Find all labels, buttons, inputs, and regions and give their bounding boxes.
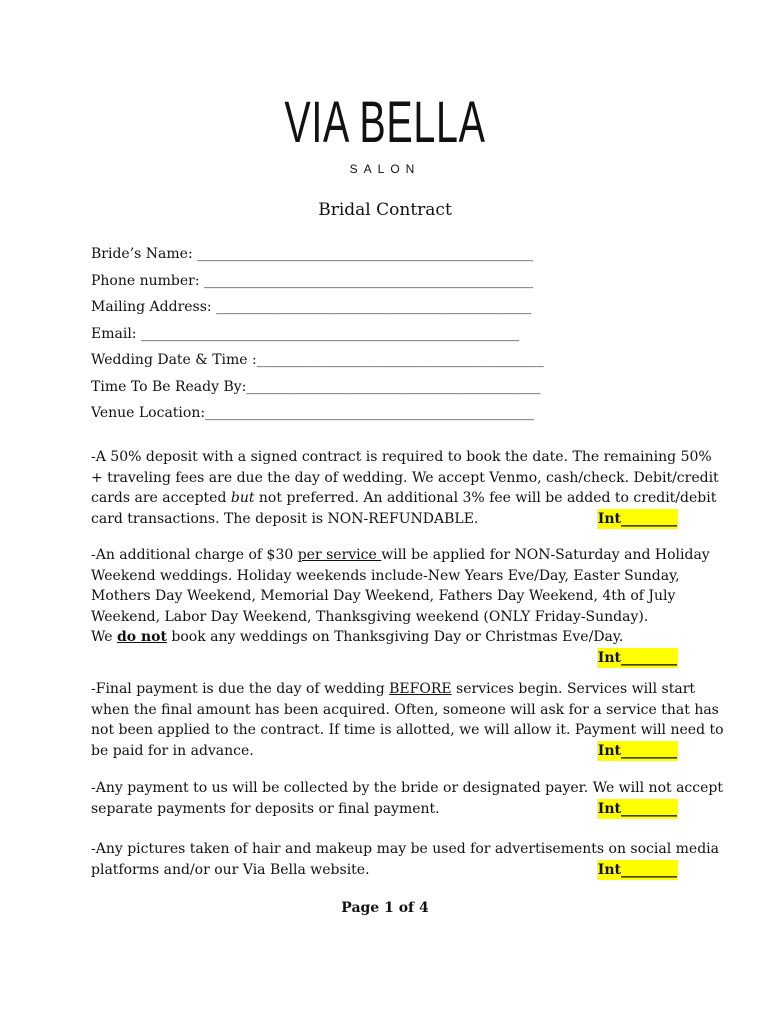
initials-field[interactable]: Int________ bbox=[597, 860, 678, 881]
field-wedding-date-time[interactable]: Wedding Date & Time :_________________________________________ bbox=[91, 352, 544, 368]
field-time-ready[interactable]: Time To Be Ready By:__________________________________________ bbox=[91, 378, 541, 395]
text-line: -Any pictures taken of hair and makeup may be used for advertisements on social media bbox=[91, 841, 719, 857]
text-line: platforms and/or our Via Bella website. Int________ bbox=[91, 860, 678, 881]
text-line: card transactions. The deposit is NON-REFUNDABLE. Int________ bbox=[91, 509, 678, 530]
underlined-text: BEFORE bbox=[389, 681, 452, 697]
text-line: + traveling fees are due the day of wedding. We accept Venmo, cash/check. Debit/credit bbox=[91, 469, 719, 486]
text-line: Weekend, Labor Day Weekend, Thanksgiving weekend (ONLY Friday-Sunday). bbox=[91, 608, 649, 625]
logo-wordmark: VIA BELLA bbox=[284, 90, 486, 155]
final-payment-clause bbox=[91, 679, 724, 761]
field-mailing-address[interactable]: Mailing Address: _____________________________________________ bbox=[91, 299, 532, 315]
initials-field[interactable]: Int________ bbox=[597, 509, 678, 530]
initials-field[interactable]: Int________ bbox=[597, 648, 678, 669]
text-line: be paid for in advance. Int________ bbox=[91, 741, 678, 762]
text-line: separate payments for deposits or final payment. Int________ bbox=[91, 799, 678, 820]
contact-fields bbox=[91, 244, 676, 430]
payment-collection-clause bbox=[91, 778, 723, 819]
bold-underlined-text: do not bbox=[116, 629, 167, 645]
deposit-clause bbox=[91, 447, 719, 529]
text-line: -A 50% deposit with a signed contract is required to book the date. The remaining 50% bbox=[91, 449, 712, 465]
text-line: when the final amount has been acquired. Often, someone will ask for a service that has bbox=[91, 701, 719, 718]
field-brides-name[interactable]: Bride’s Name: ________________________________________________ bbox=[91, 246, 534, 262]
text-line: not been applied to the contract. If time is allotted, we will allow it. Payment will need to bbox=[91, 722, 724, 738]
text-line: -Final payment is due the day of wedding BEFORE services begin. Services will start bbox=[91, 681, 696, 697]
text-line: Mothers Day Weekend, Memorial Day Weekend, Fathers Day Weekend, 4th of July bbox=[91, 588, 676, 604]
text-line: -An additional charge of $30 per service will be applied for NON-Saturday and Holiday bbox=[91, 547, 710, 563]
logo-subtitle: SALON bbox=[349, 162, 421, 176]
field-venue-location[interactable]: Venue Location:_______________________________________________ bbox=[91, 405, 535, 421]
document-title: Bridal Contract bbox=[318, 200, 452, 220]
field-email[interactable]: Email: ______________________________________________________ bbox=[91, 325, 519, 342]
text-line: cards are accepted but not preferred. An additional 3% fee will be added to credit/debit bbox=[91, 490, 717, 506]
underlined-text: per service bbox=[297, 547, 382, 563]
text-line: -Any payment to us will be collected by the bride or designated payer. We will not accept bbox=[91, 780, 723, 796]
initials-field[interactable]: Int________ bbox=[597, 799, 678, 820]
holiday-charge-clause bbox=[91, 545, 710, 668]
text-line bbox=[91, 648, 678, 669]
photo-release-clause bbox=[91, 839, 719, 880]
initials-field[interactable]: Int________ bbox=[597, 741, 678, 762]
emphasis-text: but bbox=[230, 490, 255, 506]
field-phone-number[interactable]: Phone number: _______________________________________________ bbox=[91, 272, 534, 289]
text-line: Weekend weddings. Holiday weekends include-New Years Eve/Day, Easter Sunday, bbox=[91, 567, 680, 584]
text-line: We do not book any weddings on Thanksgiving Day or Christmas Eve/Day. bbox=[91, 629, 624, 645]
salon-logo bbox=[0, 90, 770, 176]
page-number: Page 1 of 4 bbox=[341, 900, 429, 916]
